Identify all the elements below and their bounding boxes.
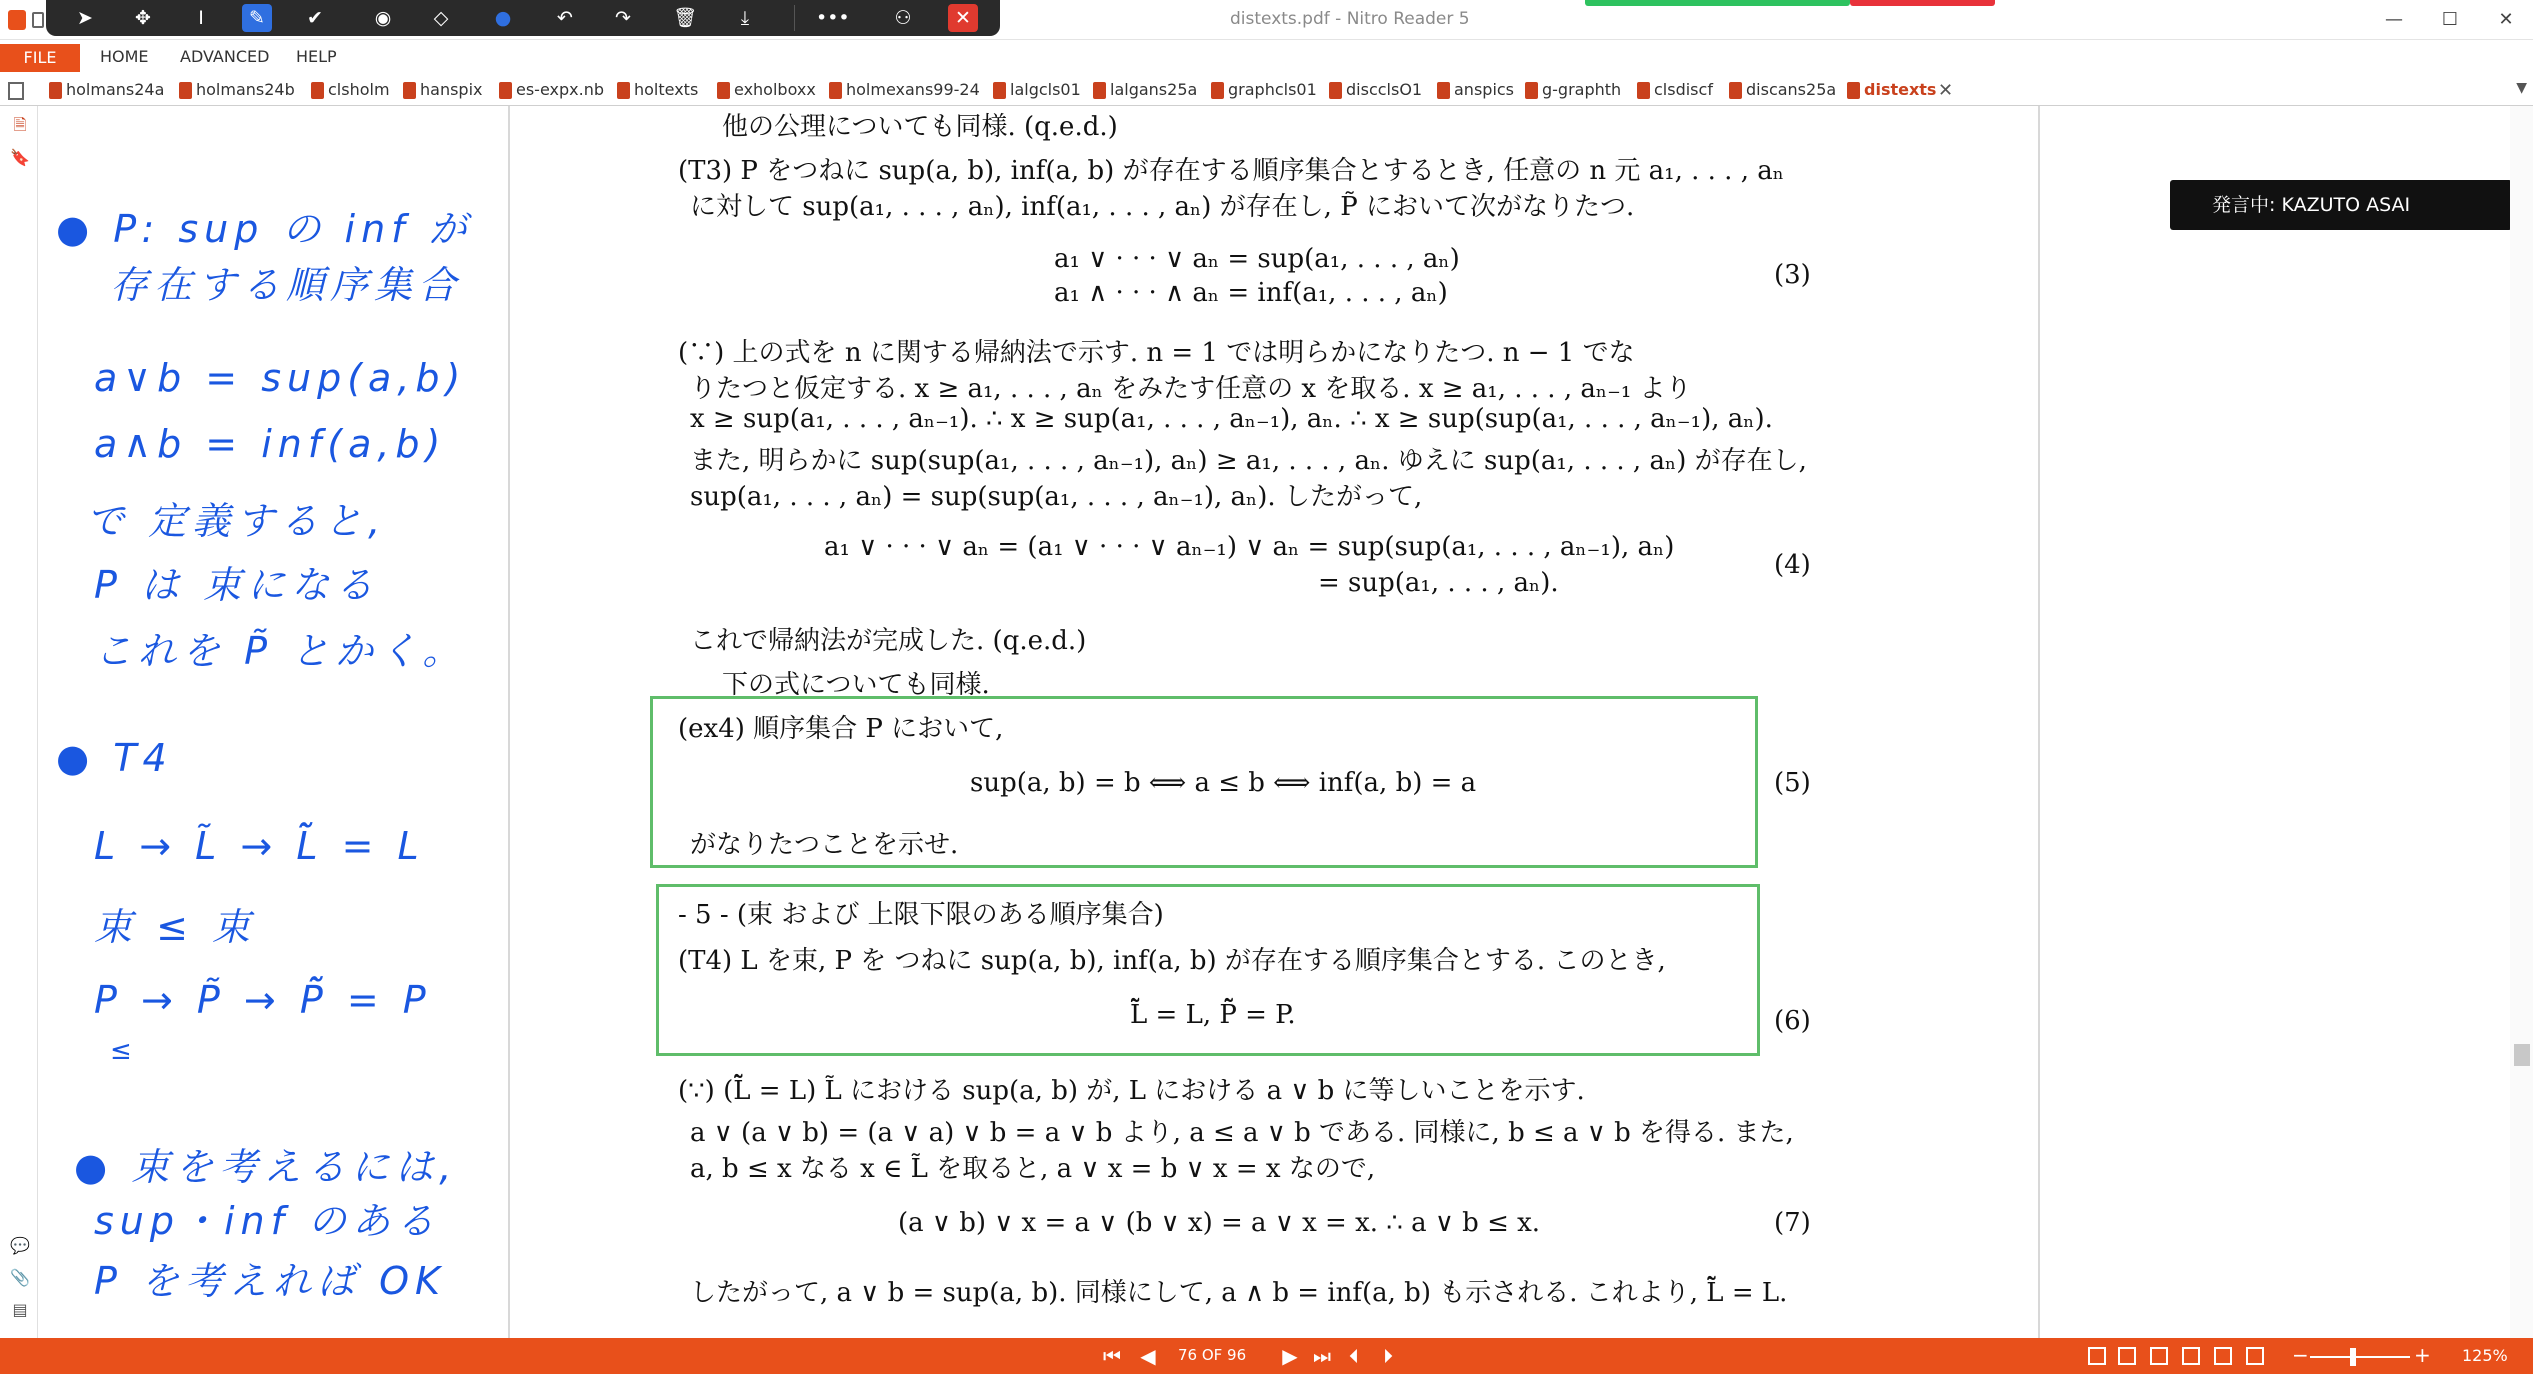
pdf-icon: [499, 82, 512, 99]
status-bar: [0, 1338, 2533, 1374]
tab-lalgans25a[interactable]: lalgans25a: [1090, 80, 1197, 104]
tab-hanspix[interactable]: hanspix: [400, 80, 483, 104]
page-indicator[interactable]: 76 OF 96: [1178, 1346, 1247, 1364]
tab-holmans24a[interactable]: holmans24a: [46, 80, 164, 104]
doc-text: (T3) P をつねに sup(a, b), inf(a, b) が存在する順序集合とするとき, 任意の n 元 a₁, . . . , aₙ: [678, 156, 1784, 186]
doc-text: (∵) 上の式を n に関する帰納法で示す. n = 1 では明らかになりたつ. n − 1 でな: [678, 338, 1635, 368]
tab-discans25a[interactable]: discans25a: [1726, 80, 1836, 104]
pdf-icon: [1211, 82, 1224, 99]
pdf-icon: [179, 82, 192, 99]
annotation-toolbar: [46, 0, 1000, 36]
zoom-in-icon[interactable]: +: [2414, 1343, 2431, 1367]
attachments-panel-icon[interactable]: 📎: [10, 1268, 30, 1287]
equation-number: (7): [1774, 1208, 1811, 1238]
pdf-page[interactable]: [512, 106, 2040, 1338]
zoom-slider-handle[interactable]: [2350, 1348, 2356, 1366]
previous-page-icon[interactable]: ◀: [1140, 1344, 1156, 1368]
equation: = sup(a₁, . . . , aₙ).: [1318, 568, 1559, 598]
tab-holmexans99-24[interactable]: holmexans99-24: [826, 80, 980, 104]
note-line: L → L̃ → L̃̃ = L: [94, 824, 425, 868]
doc-text: また, 明らかに sup(sup(a₁, . . . , aₙ₋₁), aₙ) ≥ a₁, . . . , aₙ. ゆえに sup(a₁, . . . , aₙ) が存在し,: [690, 446, 1807, 476]
tab-clsholm[interactable]: clsholm: [308, 80, 390, 104]
note-line: ● T4: [56, 736, 173, 780]
tab-anspics[interactable]: anspics: [1434, 80, 1514, 104]
zoom-out-icon[interactable]: −: [2292, 1343, 2309, 1367]
bookmarks-panel-icon[interactable]: 🔖: [10, 148, 30, 167]
toolbar-separator: [794, 5, 795, 31]
equation: a₁ ∧ · · · ∧ aₙ = inf(a₁, . . . , aₙ): [1054, 278, 1448, 308]
pdf-icon: [617, 82, 630, 99]
pdf-icon: [1729, 82, 1742, 99]
close-toolbar-icon[interactable]: ✕: [948, 4, 978, 32]
more-options-icon[interactable]: •••: [816, 7, 850, 29]
doc-text: 下の式についても同様.: [722, 670, 990, 700]
tab-disccls01[interactable]: discclsO1: [1326, 80, 1422, 104]
equation: a₁ ∨ · · · ∨ aₙ = (a₁ ∨ · · · ∨ aₙ₋₁) ∨ aₙ = sup(sup(a₁, . . . , aₙ₋₁), aₙ): [824, 532, 1675, 562]
maximize-button[interactable]: ☐: [2441, 9, 2459, 30]
pan-move-icon[interactable]: ✥: [135, 7, 151, 29]
doc-text: (∵) (L̃̃ = L) L̃ における sup(a, b) が, L における a ∨ b に等しいことを示す.: [678, 1076, 1585, 1106]
tab-holtexts[interactable]: holtexts: [614, 80, 698, 104]
facing-view-icon[interactable]: [2150, 1347, 2168, 1365]
equation: sup(a, b) = b ⟺ a ≤ b ⟺ inf(a, b) = a: [970, 768, 1477, 798]
tab-holmans24b[interactable]: holmans24b: [176, 80, 295, 104]
document-tabs: [0, 76, 2533, 106]
document-icon: [32, 12, 44, 28]
pdf-icon: [1525, 82, 1538, 99]
note-line: a∧b = inf(a,b): [94, 422, 447, 466]
vertical-scrollbar[interactable]: [2510, 106, 2533, 1338]
eraser-icon[interactable]: ◇: [433, 7, 449, 29]
pdf-icon: [1437, 82, 1450, 99]
doc-text: sup(a₁, . . . , aₙ) = sup(sup(a₁, . . . , aₙ₋₁), aₙ). したがって,: [690, 482, 1423, 512]
close-window-button[interactable]: ✕: [2498, 9, 2514, 30]
facing-continuous-view-icon[interactable]: [2182, 1347, 2200, 1365]
continuous-view-icon[interactable]: [2118, 1347, 2136, 1365]
doc-text: りたつと仮定する. x ≥ a₁, . . . , aₙ をみたす任意の x を取る. x ≥ a₁, . . . , aₙ₋₁ より: [690, 374, 1692, 404]
note-line: ≤: [110, 1036, 138, 1066]
select-arrow-icon[interactable]: ➤: [77, 7, 93, 29]
check-icon[interactable]: ✔: [307, 7, 323, 29]
note-line: 存在する順序集合: [110, 263, 463, 307]
text-cursor-icon[interactable]: I: [198, 7, 204, 29]
pen-icon[interactable]: ✎: [242, 4, 272, 32]
nitro-app-icon[interactable]: [8, 10, 26, 30]
delete-icon[interactable]: 🗑: [672, 7, 698, 29]
note-line: P → P̃ → P̃̃ = P: [94, 978, 432, 1022]
doc-text: (ex4) 順序集合 P において,: [678, 714, 1004, 744]
undo-icon[interactable]: ↶: [557, 7, 573, 29]
doc-text: したがって, a ∨ b = sup(a, b). 同様にして, a ∧ b = inf(a, b) も示される. これより, L̃̃ = L.: [690, 1278, 1788, 1308]
note-line: sup・inf のある: [94, 1199, 441, 1243]
tab-overflow-chevron-icon[interactable]: ▼: [2516, 80, 2527, 96]
equation-number: (5): [1774, 768, 1811, 798]
advanced-menu[interactable]: ADVANCED: [180, 47, 270, 66]
doc-text: a, b ≤ x なる x ∈ L̃ を取ると, a ∨ x = b ∨ x = x なので,: [690, 1154, 1376, 1184]
pdf-icon: [717, 82, 730, 99]
zoom-slider[interactable]: [2310, 1356, 2410, 1358]
stamp-icon[interactable]: ◉: [374, 7, 392, 29]
window-title: distexts.pdf - Nitro Reader 5: [1230, 9, 1470, 29]
equation: L̃̃ = L, P̃̃ = P.: [1130, 1000, 1296, 1030]
tab-es-expx[interactable]: es-expx.nb: [496, 80, 604, 104]
tab-graphcls01[interactable]: graphcls01: [1208, 80, 1317, 104]
note-line: ● 束を考えるには,: [74, 1145, 458, 1189]
home-menu[interactable]: HOME: [100, 47, 149, 66]
first-page-icon[interactable]: ⏮: [1103, 1344, 1121, 1368]
color-picker-icon[interactable]: ●: [494, 7, 512, 29]
pdf-icon: [49, 82, 62, 99]
doc-text: x ≥ sup(a₁, . . . , aₙ₋₁). ∴ x ≥ sup(a₁, . . . , aₙ₋₁), aₙ. ∴ x ≥ sup(sup(a₁, . . . , aₙ₋₁), aₙ).: [690, 404, 1773, 434]
page-icon[interactable]: [8, 82, 24, 100]
download-icon[interactable]: ⤓: [740, 7, 750, 29]
speaker-indicator: 発言中: KAZUTO ASAI: [2170, 180, 2512, 230]
page-edge: [2038, 106, 2040, 1338]
doc-text: これで帰納法が完成した. (q.e.d.): [690, 626, 1087, 656]
last-page-icon[interactable]: ⏭: [1313, 1344, 1331, 1368]
pdf-icon: [403, 82, 416, 99]
file-menu[interactable]: FILE: [0, 44, 80, 72]
note-line: 束 ≤ 束: [94, 905, 256, 949]
tab-g-graphth[interactable]: g-graphth: [1522, 80, 1621, 104]
pdf-icon: [993, 82, 1006, 99]
pdf-icon: [1637, 82, 1650, 99]
note-line: で 定義すると,: [86, 499, 387, 543]
meeting-progress-green: [1585, 0, 1850, 6]
handwritten-note-panel[interactable]: [40, 106, 510, 1338]
redo-icon[interactable]: ↷: [615, 7, 631, 29]
equation-number: (4): [1774, 550, 1811, 580]
left-sidebar: [0, 106, 38, 1338]
help-menu[interactable]: HELP: [296, 47, 337, 66]
tab-exholboxx[interactable]: exholboxx: [714, 80, 816, 104]
tab-distexts[interactable]: distexts: [1844, 80, 1936, 104]
pages-panel-icon[interactable]: 🗎: [13, 115, 27, 134]
single-page-view-icon[interactable]: [2088, 1347, 2106, 1365]
note-line: P は 束になる: [94, 563, 380, 607]
doc-text: 他の公理についても同様. (q.e.d.): [722, 112, 1118, 142]
ribbon: [0, 44, 2533, 72]
tab-close-icon[interactable]: ✕: [1938, 80, 1954, 101]
previous-view-icon[interactable]: ⏴: [1349, 1344, 1359, 1368]
zoom-level[interactable]: 125%: [2462, 1346, 2508, 1365]
doc-text: (T4) L を束, P を つねに sup(a, b), inf(a, b) が存在する順序集合とする. このとき,: [678, 946, 1666, 976]
note-line: a∨b = sup(a,b): [94, 356, 467, 400]
equation: a₁ ∨ · · · ∨ aₙ = sup(a₁, . . . , aₙ): [1054, 244, 1460, 274]
pdf-icon: [1847, 82, 1860, 99]
next-page-icon[interactable]: ▶: [1282, 1344, 1298, 1368]
pdf-icon: [1329, 82, 1342, 99]
note-line: P を考えれば OK: [94, 1259, 446, 1303]
doc-text: a ∨ (a ∨ b) = (a ∨ a) ∨ b = a ∨ b より, a ≤ a ∨ b である. 同様に, b ≤ a ∨ b を得る. また,: [690, 1118, 1794, 1148]
note-line: ● P: sup の inf が: [56, 207, 473, 251]
fit-width-icon[interactable]: [2214, 1347, 2232, 1365]
participants-icon[interactable]: ⚇: [894, 7, 912, 29]
tab-clsdiscf[interactable]: clsdiscf: [1634, 80, 1713, 104]
note-line: これを P̃ とかく。: [94, 629, 467, 673]
minimize-button[interactable]: —: [2385, 9, 2403, 30]
fit-page-icon[interactable]: [2246, 1347, 2264, 1365]
output-panel-icon[interactable]: ▤: [12, 1300, 28, 1319]
next-view-icon[interactable]: ⏵: [1383, 1344, 1393, 1368]
section-heading: - 5 - (束 および 上限下限のある順序集合): [678, 900, 1164, 930]
pdf-icon: [829, 82, 842, 99]
doc-text: に対して sup(a₁, . . . , aₙ), inf(a₁, . . . , aₙ) が存在し, P̃ において次がなりたつ.: [690, 192, 1635, 222]
scrollbar-thumb[interactable]: [2514, 1044, 2530, 1066]
equation-number: (6): [1774, 1006, 1811, 1036]
pdf-icon: [311, 82, 324, 99]
doc-text: がなりたつことを示せ.: [690, 830, 959, 860]
meeting-progress-red: [1850, 0, 1995, 6]
equation-number: (3): [1774, 260, 1811, 290]
pdf-icon: [1093, 82, 1106, 99]
tab-lalgcls01[interactable]: lalgcls01: [990, 80, 1081, 104]
equation: (a ∨ b) ∨ x = a ∨ (b ∨ x) = a ∨ x = x. ∴ a ∨ b ≤ x.: [898, 1208, 1541, 1238]
comments-panel-icon[interactable]: 💬: [10, 1236, 30, 1255]
